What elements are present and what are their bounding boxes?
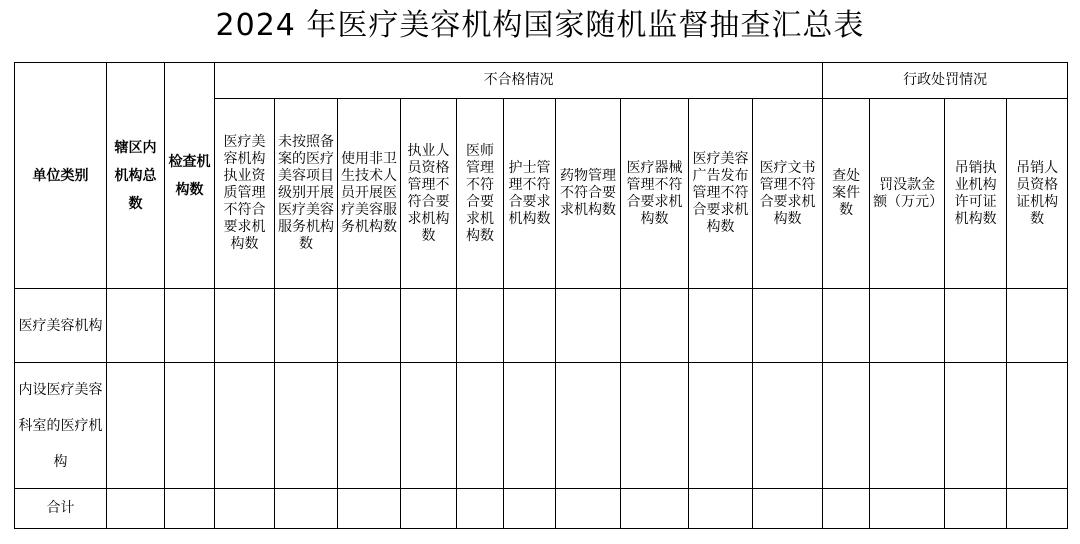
header-noncompliance-col: 医疗美容广告发布管理不符合要求机构数 bbox=[689, 99, 753, 289]
table-cell[interactable] bbox=[401, 289, 457, 363]
table-cell[interactable] bbox=[338, 489, 401, 529]
page-title: 2024 年医疗美容机构国家随机监督抽查汇总表 bbox=[215, 8, 865, 43]
row-label: 合计 bbox=[15, 489, 107, 529]
header-noncompliance-group: 不合格情况 bbox=[215, 63, 823, 99]
header-noncompliance-col: 医疗器械管理不符合要求机构数 bbox=[621, 99, 689, 289]
table-cell[interactable] bbox=[457, 489, 504, 529]
header-inspected: 检查机构数 bbox=[165, 63, 215, 289]
table-cell[interactable] bbox=[107, 363, 165, 489]
table-cell[interactable] bbox=[556, 289, 621, 363]
header-noncompliance-col: 医疗文书管理不符合要求机构数 bbox=[753, 99, 823, 289]
header-unit-type: 单位类别 bbox=[15, 63, 107, 289]
table-cell[interactable] bbox=[107, 489, 165, 529]
table-cell[interactable] bbox=[275, 289, 338, 363]
table-cell[interactable] bbox=[1007, 289, 1068, 363]
table-cell[interactable] bbox=[753, 489, 823, 529]
table-cell[interactable] bbox=[457, 363, 504, 489]
table-row bbox=[15, 363, 1068, 489]
header-penalty-col: 查处案件数 bbox=[823, 99, 870, 289]
table-cell[interactable] bbox=[945, 289, 1007, 363]
report-table bbox=[14, 62, 1068, 529]
table-cell[interactable] bbox=[870, 363, 945, 489]
header-noncompliance-col: 未按照备案的医疗美容项目级别开展医疗美容服务机构数 bbox=[275, 99, 338, 289]
table-cell[interactable] bbox=[107, 289, 165, 363]
table-cell[interactable] bbox=[870, 289, 945, 363]
table-cell[interactable] bbox=[1007, 363, 1068, 489]
header-noncompliance-col: 护士管理不符合要求机构数 bbox=[504, 99, 556, 289]
table-cell[interactable] bbox=[556, 489, 621, 529]
header-noncompliance-col: 医疗美容机构执业资质管理不符合要求机构数 bbox=[215, 99, 275, 289]
header-noncompliance-col: 医师管理不符合要求机构数 bbox=[457, 99, 504, 289]
table-cell[interactable] bbox=[753, 289, 823, 363]
header-penalty-col: 吊销执业机构许可证机构数 bbox=[945, 99, 1007, 289]
table-cell[interactable] bbox=[556, 363, 621, 489]
header-noncompliance-col: 使用非卫生技术人员开展医疗美容服务机构数 bbox=[338, 99, 401, 289]
table-cell[interactable] bbox=[621, 489, 689, 529]
table-cell[interactable] bbox=[753, 363, 823, 489]
table-cell[interactable] bbox=[275, 363, 338, 489]
table-cell[interactable] bbox=[401, 363, 457, 489]
table-cell[interactable] bbox=[275, 489, 338, 529]
table-cell[interactable] bbox=[165, 363, 215, 489]
table-cell[interactable] bbox=[689, 289, 753, 363]
table-cell[interactable] bbox=[621, 289, 689, 363]
table-cell[interactable] bbox=[823, 489, 870, 529]
table-cell[interactable] bbox=[215, 363, 275, 489]
table-cell[interactable] bbox=[215, 289, 275, 363]
table-cell[interactable] bbox=[338, 289, 401, 363]
table-cell[interactable] bbox=[689, 363, 753, 489]
header-noncompliance-col: 药物管理不符合要求机构数 bbox=[556, 99, 621, 289]
table-cell[interactable] bbox=[689, 489, 753, 529]
table-row bbox=[15, 289, 1068, 363]
header-penalty-col: 罚没款金额（万元） bbox=[870, 99, 945, 289]
table-row bbox=[15, 489, 1068, 529]
row-label: 医疗美容机构 bbox=[15, 289, 107, 363]
header-penalty-group: 行政处罚情况 bbox=[823, 63, 1068, 99]
header-district-total: 辖区内机构总数 bbox=[107, 63, 165, 289]
table-cell[interactable] bbox=[338, 363, 401, 489]
table-cell[interactable] bbox=[1007, 489, 1068, 529]
table-cell[interactable] bbox=[504, 489, 556, 529]
header-penalty-col: 吊销人员资格证机构数 bbox=[1007, 99, 1068, 289]
table-cell[interactable] bbox=[504, 363, 556, 489]
table-cell[interactable] bbox=[823, 363, 870, 489]
table-cell[interactable] bbox=[823, 289, 870, 363]
table-cell[interactable] bbox=[945, 489, 1007, 529]
header-noncompliance-col: 执业人员资格管理不符合要求机构数 bbox=[401, 99, 457, 289]
table-cell[interactable] bbox=[457, 289, 504, 363]
table-cell[interactable] bbox=[504, 289, 556, 363]
table-cell[interactable] bbox=[945, 363, 1007, 489]
table-cell[interactable] bbox=[165, 489, 215, 529]
table-cell[interactable] bbox=[621, 363, 689, 489]
table-cell[interactable] bbox=[165, 289, 215, 363]
table-cell[interactable] bbox=[401, 489, 457, 529]
row-label: 内设医疗美容科室的医疗机构 bbox=[15, 363, 107, 489]
table-cell[interactable] bbox=[215, 489, 275, 529]
table-cell[interactable] bbox=[870, 489, 945, 529]
